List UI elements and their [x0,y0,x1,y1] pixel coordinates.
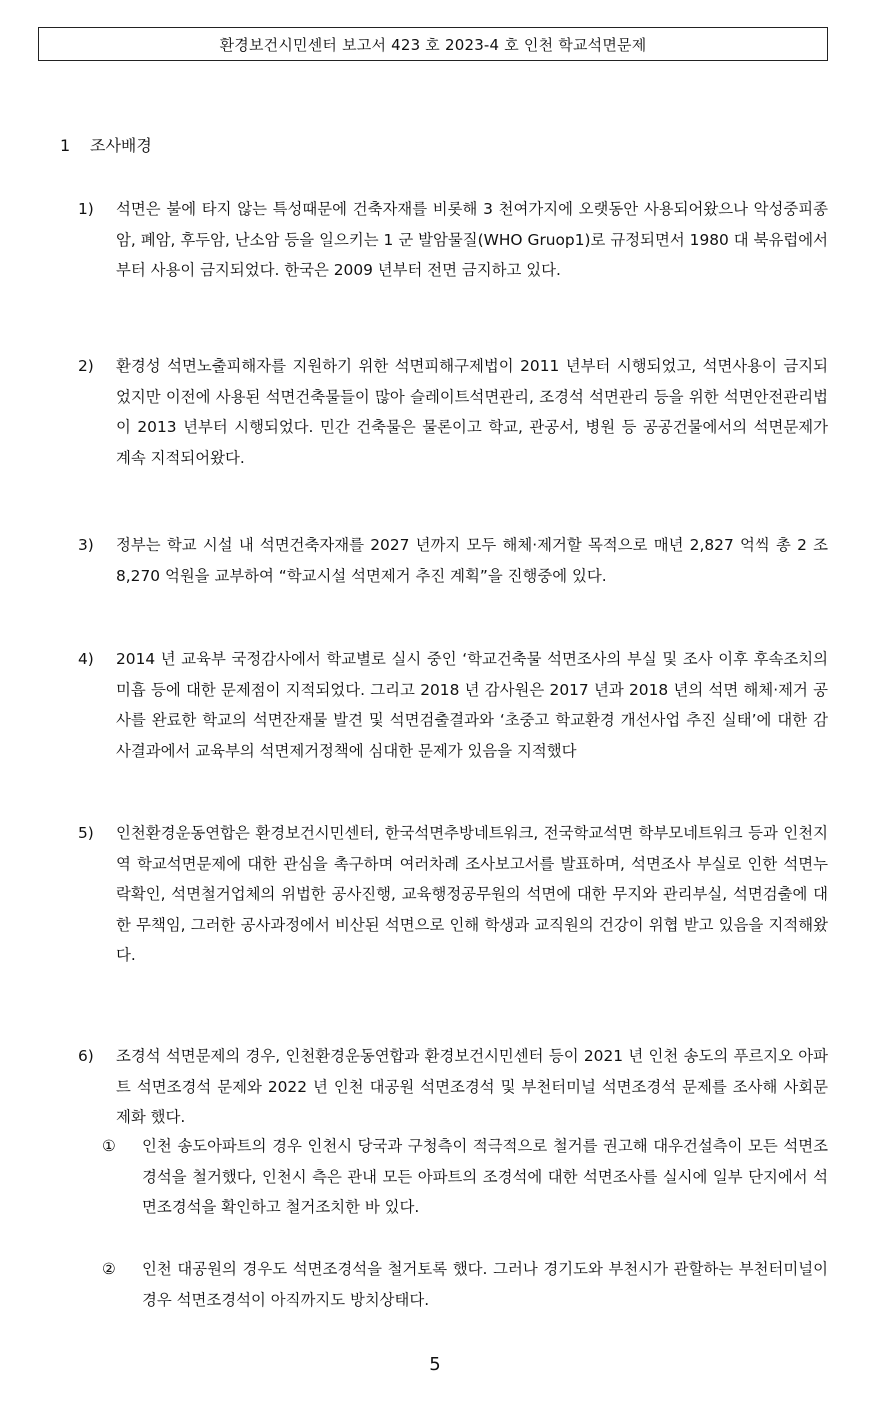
list-item [78,818,828,971]
report-header [38,27,828,61]
section-heading [60,133,152,156]
list-item-text: 석면은 불에 타지 않는 특성때문에 건축자재를 비롯해 3 천여가지에 오랫동안 사용되어왔으나 악성중피종암, 폐암, 후두암, 난소암 등을 일으키는 1 군 발암물질(WHO Gruop1)로 규정되면서 1980 대 북유럽에서부터 사용이 금지되었다. 한국은 2009 년부터 전면 금지하고 있다. [116,200,828,279]
page-number: 5 [429,1354,441,1375]
list-item [78,644,828,766]
section-title: 조사배경 [90,136,152,155]
list-item-number: 6) [78,1047,94,1065]
list-item-text: 환경성 석면노출피해자를 지원하기 위한 석면피해구제법이 2011 년부터 시행되었고, 석면사용이 금지되었지만 이전에 사용된 석면건축물들이 많아 슬레이트석면관리, 조경석 석면관리 등을 위한 석면안전관리법이 2013 년부터 시행되었다. 민간 건축물은 물론이고 학교, 관공서, 병원 등 공공건물에서의 석면문제가 계속 지적되어왔다. [116,357,828,467]
list-item [78,194,828,286]
list-item [78,1041,828,1133]
section-number: 1 [60,136,71,155]
list-item-number: 4) [78,650,94,668]
list-item [78,530,828,591]
sub-list-item [102,1131,828,1223]
list-item-text: 2014 년 교육부 국정감사에서 학교별로 실시 중인 ‘학교건축물 석면조사의 부실 및 조사 이후 후속조치의 미흡 등에 대한 문제점이 지적되었다. 그리고 2018 년 감사원은 2017 년과 2018 년의 석면 해체·제거 공사를 완료한 학교의 석면잔재물 발견 및 석면검출결과와 ‘초중고 학교환경 개선사업 추진 실태’에 대한 감사결과에서 교육부의 석면제거정책에 심대한 문제가 있음을 지적했다 [116,650,828,760]
sub-list-item-number: ② [102,1260,116,1278]
list-item-text: 조경석 석면문제의 경우, 인천환경운동연합과 환경보건시민센터 등이 2021 년 인천 송도의 푸르지오 아파트 석면조경석 문제와 2022 년 인천 대공원 석면조경석 및 부천터미널 석면조경석 문제를 조사해 사회문제화 했다. [116,1047,828,1126]
list-item-number: 5) [78,824,94,842]
sub-list-item [102,1254,828,1315]
sub-list-item-number: ① [102,1137,116,1155]
list-item [78,351,828,473]
sub-list-item-text: 인천 대공원의 경우도 석면조경석을 철거토록 했다. 그러나 경기도와 부천시가 관할하는 부천터미널이 경우 석면조경석이 아직까지도 방치상태다. [142,1260,828,1309]
report-header-title: 환경보건시민센터 보고서 423 호 2023-4 호 인천 학교석면문제 [219,35,647,54]
list-item-number: 1) [78,200,94,218]
list-item-text: 정부는 학교 시설 내 석면건축자재를 2027 년까지 모두 해체·제거할 목적으로 매년 2,827 억씩 총 2 조 8,270 억원을 교부하여 “학교시설 석면제거 추진 계획”을 진행중에 있다. [116,536,828,585]
list-item-number: 3) [78,536,94,554]
list-item-text: 인천환경운동연합은 환경보건시민센터, 한국석면추방네트워크, 전국학교석면 학부모네트워크 등과 인천지역 학교석면문제에 대한 관심을 촉구하며 여러차례 조사보고서를 발표하며, 석면조사 부실로 인한 석면누락확인, 석면철거업체의 위법한 공사진행, 교육행정공무원의 석면에 대한 무지와 관리부실, 석면검출에 대한 무책임, 그러한 공사과정에서 비산된 석면으로 인해 학생과 교직원의 건강이 위협 받고 있음을 지적해왔다. [116,824,828,964]
list-item-number: 2) [78,357,94,375]
sub-list-item-text: 인천 송도아파트의 경우 인천시 당국과 구청측이 적극적으로 철거를 권고해 대우건설측이 모든 석면조경석을 철거했다, 인천시 측은 관내 모든 아파트의 조경석에 대한 석면조사를 실시에 일부 단지에서 석면조경석을 확인하고 철거조치한 바 있다. [142,1137,828,1216]
